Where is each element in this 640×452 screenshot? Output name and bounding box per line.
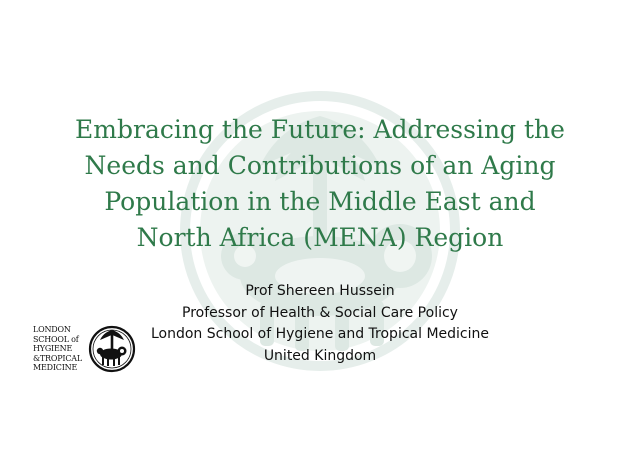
logo-line: SCHOOL of [33, 334, 79, 344]
title-line: Needs and Contributions of an Aging [84, 151, 556, 180]
presenter-position: Professor of Health & Social Care Policy [182, 304, 458, 321]
title-line: North Africa (MENA) Region [136, 223, 504, 252]
logo-line: HYGIENE [33, 344, 73, 353]
slide-title [60, 112, 580, 256]
presenter-institution: London School of Hygiene and Tropical Medicine [150, 326, 489, 342]
logo-wordmark [33, 325, 87, 373]
institution-logo [33, 324, 137, 376]
title-line: Embracing the Future: Addressing the [75, 115, 565, 144]
title-line: Population in the Middle East and [104, 187, 536, 216]
presenter-info [110, 281, 530, 367]
logo-line: &TROPICAL [33, 353, 82, 363]
logo-line: LONDON [33, 325, 71, 334]
logo-line: MEDICINE [33, 363, 78, 372]
school-crest-icon [88, 324, 136, 374]
presenter-country: United Kingdom [263, 347, 377, 364]
presenter-name: Prof Shereen Hussein [245, 283, 395, 299]
